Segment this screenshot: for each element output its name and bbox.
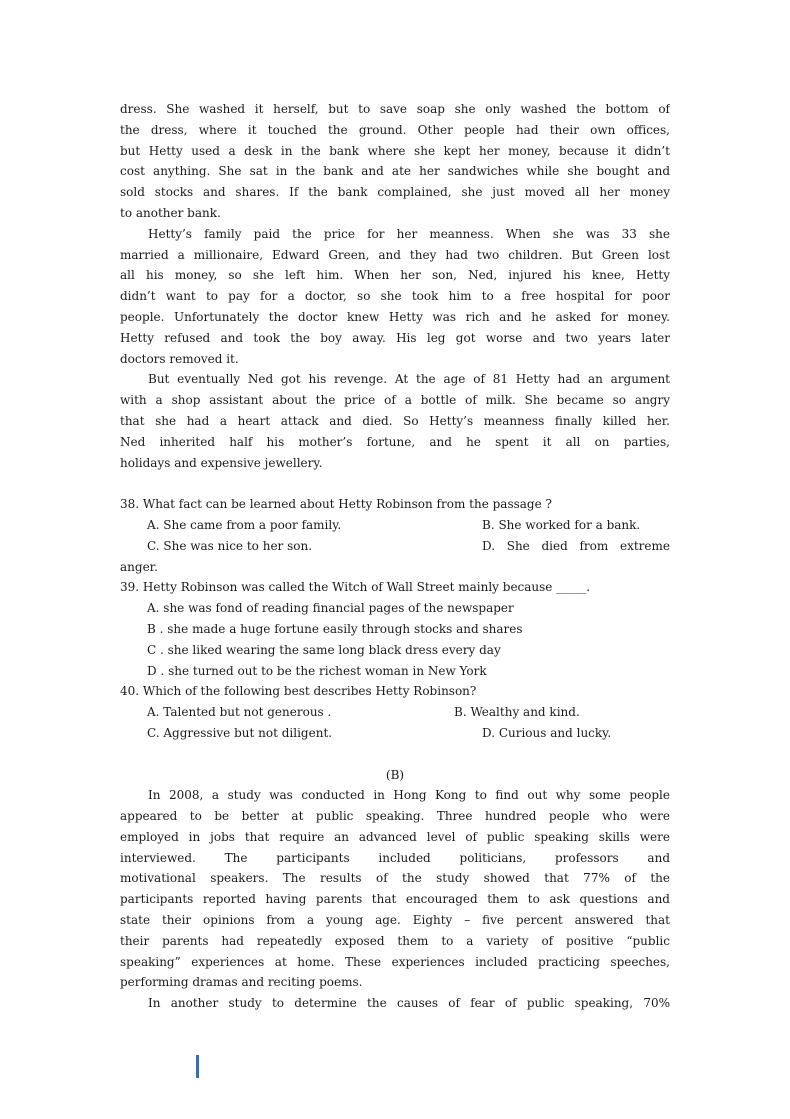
paragraph-line: doctors removed it. [120,351,239,366]
paragraph-line: holidays and expensive jewellery. [120,455,323,470]
question-40-stem: 40. Which of the following best describes Hetty Robinson? [120,684,477,699]
paragraph-line: that she had a heart attack and died. So Hetty’s meanness finally killed her. [120,413,670,428]
paragraph-line: Ned inherited half his mother’s fortune, and he spent it all on parties, [120,434,670,449]
paragraph-line: cost anything. She sat in the bank and ate her sandwiches while she bought and [120,164,670,179]
question-38-option-d: D. She died from extreme [482,538,670,553]
paragraph-line: appeared to be better at public speaking. Three hundred people who were [120,809,670,824]
spacer [120,473,670,494]
question-38-row-1 [120,515,670,536]
spacer [120,744,670,765]
paragraph-line: In 2008, a study was conducted in Hong Kong to find out why some people [148,788,670,803]
question-38-option-b: B. She worked for a bank. [482,517,641,532]
document-page [120,99,670,1014]
question-40-option-c: C. Aggressive but not diligent. [147,725,333,740]
paragraph-line: dress. She washed it herself, but to save soap she only washed the bottom of [120,102,670,116]
question-39-row-a [120,598,670,619]
question-39-stem: 39. Hetty Robinson was called the Witch of Wall Street mainly because _____. [120,580,591,595]
paragraph-line: but Hetty used a desk in the bank where she kept her money, because it didn’t [120,143,670,158]
question-40-option-b: B. Wealthy and kind. [454,705,580,720]
question-39-option-a: A. she was fond of reading financial pages of the newspaper [147,601,514,616]
question-40-option-d: D. Curious and lucky. [482,725,612,740]
paragraph-line: with a shop assistant about the price of a bottle of milk. She became so angry [120,393,670,408]
paragraph-line: Hetty refused and took the boy away. His leg got worse and two years later [120,330,670,345]
paragraph-line: didn’t want to pay for a doctor, so she took him to a free hospital for poor [120,289,670,304]
question-39-row-b [120,619,670,640]
paragraph-line: their parents had repeatedly exposed them to a variety of positive “public [120,933,670,948]
paragraph-line: Hetty’s family paid the price for her meanness. When she was 33 she [148,226,670,241]
question-40-option-a: A. Talented but not generous . [147,705,332,720]
question-38-stem: 38. What fact can be learned about Hetty Robinson from the passage ? [120,497,552,512]
paragraph-line: all his money, so she left him. When her son, Ned, injured his knee, Hetty [120,268,670,283]
question-39-option-d: D . she turned out to be the richest woman in New York [147,663,487,678]
passage-b-heading: (B) [385,767,405,782]
text-cursor-marker [196,1055,199,1078]
paragraph-line: state their opinions from a young age. Eighty – five percent answered that [120,913,670,928]
question-39-option-c: C . she liked wearing the same long black dress every day [147,642,501,657]
question-39-row-c [120,640,670,661]
paragraph-line: motivational speakers. The results of the study showed that 77% of the [120,871,670,886]
paragraph-line: sold stocks and shares. If the bank complained, she just moved all her money [120,185,670,200]
paragraph-line: to another bank. [120,205,221,220]
paragraph-line: But eventually Ned got his revenge. At the age of 81 Hetty had an argument [148,372,670,387]
question-39-option-b: B . she made a huge fortune easily through stocks and shares [147,621,523,636]
paragraph-line: performing dramas and reciting poems. [120,975,363,990]
paragraph-line: the dress, where it touched the ground. Other people had their own offices, [120,122,670,137]
paragraph-line: In another study to determine the causes of fear of public speaking, 70% [148,996,670,1011]
question-38-row-2 [120,536,670,557]
paragraph-line: participants reported having parents that encouraged them to ask questions and [120,892,670,907]
paragraph-line: interviewed. The participants included politicians, professors and [120,850,670,865]
question-40-row-2 [120,723,670,744]
question-38-option-d-continued: anger. [120,559,158,574]
question-38-option-c: C. She was nice to her son. [147,538,313,553]
paragraph-line: people. Unfortunately the doctor knew Hetty was rich and he asked for money. [120,309,670,324]
paragraph-line: married a millionaire, Edward Green, and they had two children. But Green lost [120,247,670,262]
question-39-row-d [120,661,670,682]
question-38-option-a: A. She came from a poor family. [147,517,342,532]
paragraph-line: speaking” experiences at home. These experiences included practicing speeches, [120,954,670,969]
paragraph-line: employed in jobs that require an advanced level of public speaking skills were [120,829,670,844]
question-40-row-1 [120,702,670,723]
